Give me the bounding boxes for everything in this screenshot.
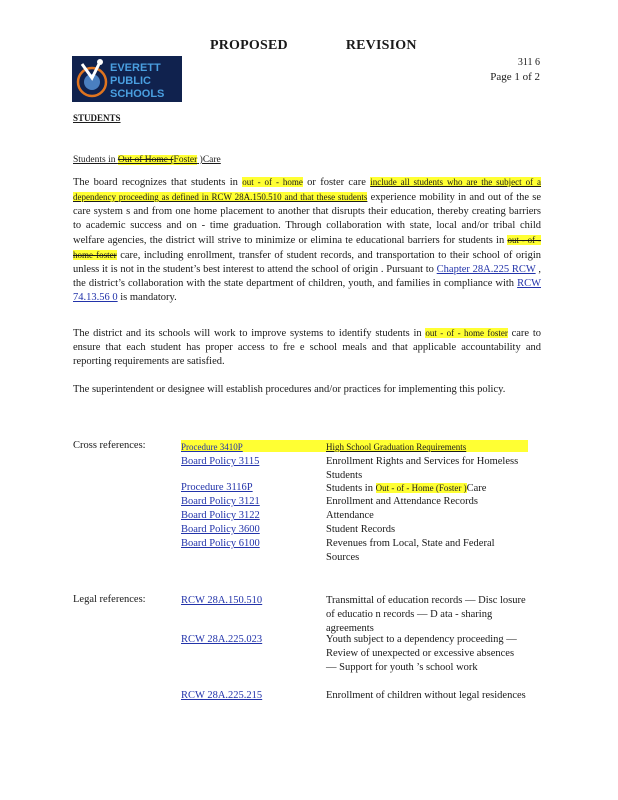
cross-ref-row — [181, 509, 541, 523]
cross-ref-desc: Enrollment Rights and Services for Homeless Students — [326, 456, 519, 481]
page-number-block — [490, 56, 540, 84]
cross-ref-code[interactable]: Board Policy 6100 — [181, 538, 260, 549]
policy-title — [73, 155, 221, 165]
p2-text-a: The district and its schools will work to improve systems to identify students in — [73, 328, 426, 339]
p1-highlight-inserted: include all students who are the subject of a dependency proceeding as defined in RCW 28A.150.510 and that these students — [73, 177, 542, 202]
cross-ref-code[interactable]: Board Policy 3121 — [181, 496, 260, 507]
logo-text-1: EVERETT — [110, 62, 161, 74]
cross-ref-row — [181, 455, 541, 483]
link-rcw-7413560[interactable]: RCW 74.13.56 0 — [73, 278, 541, 303]
p2-text-c: care to ensure that each student has proper access to fre e school meals and that applicable accountability and reporting requirements are satisfied. — [73, 328, 541, 367]
legal-ref-desc: Transmittal of education records — Disc losure of educatio n records — D ata - sharing agreements — [326, 595, 526, 634]
title-revision: REVISION — [345, 38, 417, 53]
cross-ref-row — [181, 495, 541, 509]
cross-ref-desc: Student Records — [326, 524, 396, 535]
section-heading: STUDENTS — [73, 113, 121, 123]
document-title — [210, 38, 417, 54]
cross-ref-desc: Enrollment and Attendance Records — [326, 496, 478, 507]
legal-references-label: Legal references: — [73, 594, 146, 605]
cross-ref-desc: Revenues from Local, State and Federal Sources — [326, 538, 495, 563]
cross-ref-desc-post: Care — [466, 483, 487, 494]
title-proposed: PROPOSED — [210, 38, 288, 53]
paragraph-3: The superintendent or designee will establish procedures and/or practices for implementing this policy. — [73, 384, 506, 395]
cross-ref-code[interactable]: Board Policy 3115 — [181, 456, 260, 467]
cross-ref-desc-pre: Students in — [326, 483, 376, 494]
p1-text-g: care, including enrollment, transfer of student records, and transportation to their school of origin unless it is not in the student’s best interest to attend the school of origin . Pursuant to — [73, 250, 541, 275]
legal-ref-desc: Enrollment of children without legal residences — [326, 690, 526, 701]
cross-ref-row — [181, 537, 541, 565]
paragraph-2 — [73, 326, 541, 369]
cross-ref-desc-highlight: Out - of - Home (Foster ) — [375, 483, 467, 493]
link-chapter-28a225[interactable]: Chapter 28A.225 RCW — [436, 264, 536, 275]
cross-ref-code[interactable]: Board Policy 3600 — [181, 524, 260, 535]
paragraph-1 — [73, 175, 541, 305]
p1-highlight-out-of-home: out - of - home — [242, 177, 303, 187]
cross-ref-desc: High School Graduation Requirements — [326, 442, 467, 452]
p1-text-e: experience mobility in and out of the se care system s and from one home placement to another that disrupts their education, thereby creating barriers to academic success and on - time graduation. Through collaboration with state, local and/or tribal child welfare agencies, the district will strive to minimize or elimina te educational barriers for students in — [73, 192, 542, 246]
legal-ref-desc: Youth subject to a dependency proceeding — Review of unexpected or excessive absences — Support for youth ’s school work — [326, 634, 517, 673]
legal-ref-row — [181, 594, 541, 636]
policy-title-foster: Foster — [173, 155, 198, 165]
cross-references-label: Cross references: — [73, 440, 146, 451]
logo-text-2: PUBLIC — [110, 75, 151, 87]
cross-ref-desc: Attendance — [326, 510, 374, 521]
cross-ref-row — [181, 481, 541, 495]
cross-ref-row — [181, 440, 541, 454]
policy-number: 311 6 — [517, 57, 540, 68]
legal-ref-code[interactable]: RCW 28A.225.215 — [181, 690, 263, 701]
cross-ref-desc — [326, 481, 526, 496]
p1-highlight-foster: out - of - home foster — [73, 235, 541, 260]
p2-highlight-foster: out - of - home foster — [425, 328, 508, 338]
legal-ref-row — [181, 689, 541, 717]
policy-title-pre: Students in — [73, 155, 118, 165]
cross-ref-row — [181, 523, 541, 537]
logo-figure — [82, 62, 100, 78]
logo-graphic — [72, 56, 182, 102]
cross-ref-code[interactable]: Procedure 3410P — [181, 442, 243, 452]
p1-text-i: is mandatory. — [117, 292, 177, 303]
legal-ref-code[interactable]: RCW 28A.225.023 — [181, 634, 263, 645]
logo-text-3: SCHOOLS — [110, 88, 165, 100]
policy-title-struck: Out of Home ( — [117, 155, 174, 165]
legal-ref-row — [181, 633, 541, 689]
cross-ref-code[interactable]: Board Policy 3122 — [181, 510, 260, 521]
p1-text-a: The board recognizes that students in — [73, 177, 243, 188]
logo-head — [97, 59, 103, 65]
cross-ref-code[interactable]: Procedure 3116P — [181, 482, 253, 493]
legal-ref-code[interactable]: RCW 28A.150.510 — [181, 595, 263, 606]
policy-title-post: )Care — [197, 155, 221, 165]
everett-public-schools-logo — [72, 56, 182, 102]
p1-text-h: , the district’s collaboration with the state department of children, youth, and families in compliance with — [73, 264, 541, 289]
page-label: Page 1 of 2 — [490, 71, 540, 83]
p1-text-c: or foster care — [302, 177, 371, 188]
